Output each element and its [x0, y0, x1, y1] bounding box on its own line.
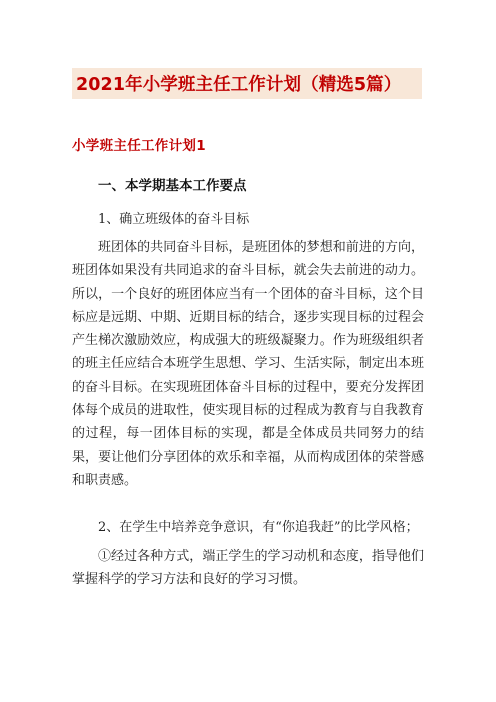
document-title: 2021年小学班主任工作计划（精选5篇） [76, 75, 402, 95]
list-item-2: 2、在学生中培养竞争意识，有“你追我赶”的比学风格； [98, 520, 419, 535]
body-paragraph-1: 班团体的共同奋斗目标，是班团体的梦想和前进的方向，班团体如果没有共同追求的奋斗目标，就会失去前进的动力。所以，一个良好的班团体应当有一个团体的奋斗目标，这个目标应是远期、中期、近期目标的结合，逐步实现目标的过程会产生梯次激励效应，构成强大的班级凝聚力。作为班级组织者的班主任应结合本班学生思想、学习、生活实际，制定出本班的奋斗目标。在实现班团体奋斗目标的过程中，要充分发挥团体每个成员的进取性，使实现目标的过程成为教育与自我教育的过程，每一团体目标的实现，都是全体成员共同努力的结果，要让他们分享团体的欢乐和幸福，从而构成团体的荣誉感和职责感。 [72, 240, 424, 488]
section-heading: 小学班主任工作计划1 [72, 138, 206, 154]
body-paragraph-2: ①经过各种方式，端正学生的学习动机和态度，指导他们掌握科学的学习方法和良好的学习习惯。 [72, 549, 424, 588]
list-item-1: 1、确立班级体的奋斗目标 [98, 212, 250, 227]
subheading: 一、本学期基本工作要点 [98, 178, 247, 194]
